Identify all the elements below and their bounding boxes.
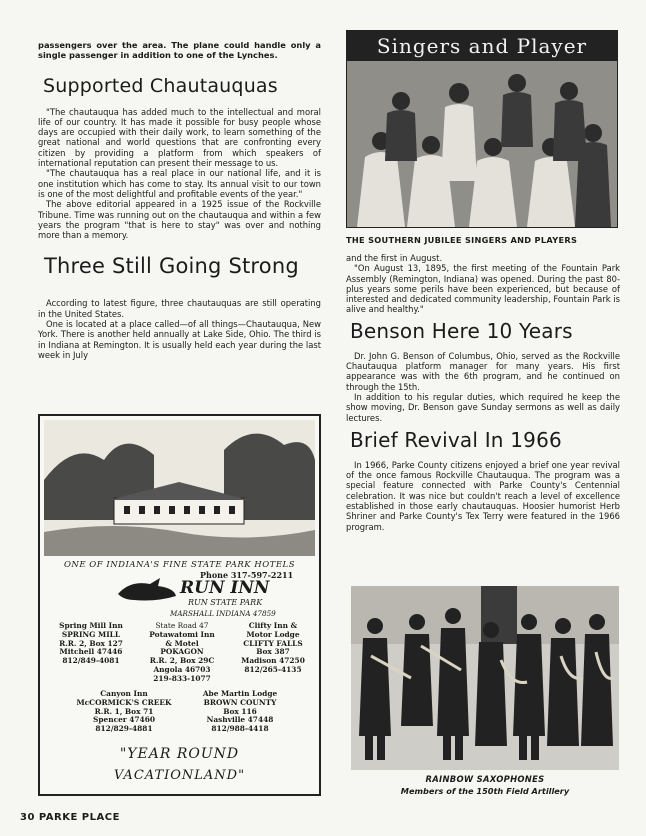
ad-address: MARSHALL INDIANA 47859 [170,609,276,618]
paragraph-fountain-park: "On August 13, 1895, the first meeting of the Fountain Park Assembly (Remington, Indiana) was opened. During the past 80-plus years some perils have been experienced, but because of interested and dedicated community leadership, Fountain Park is alive and healthy." [346,263,620,315]
inn-line: Clifty Inn & [248,621,298,630]
photo-caption-saxophones: RAINBOW SAXOPHONES [425,774,545,784]
inn-line: Spring Mill Inn [59,621,123,630]
heading-supported-chautauquas: Supported Chautauquas [43,74,278,97]
jubilee-singers-photo [346,30,618,228]
inn-line: State Road 47 [155,621,209,630]
ad-slogan-line-1: "YEAR ROUND [119,746,240,762]
editorial-quote-2: "The chautauqua has a real place in our national life, and it is one institution which has come to stay. Its annual visit to our town is one of the most delightful and profitable events of the year." [38,168,321,199]
inn-line: POKAGON [160,647,204,657]
page-footer: 30 PARKE PLACE [20,812,120,823]
paragraph-benson-duties: In addition to his regular duties, which required he keep the show moving, Dr. Benson gave Sunday sermons as well as daily lectures. [346,391,620,423]
photo-caption-artillery: Members of the 150th Field Artillery [400,786,570,796]
inn-line: SPRING MILL [61,629,121,639]
abe-martin-lodge-listing [190,690,290,734]
inn-line: Mitchell 47446 [59,647,123,657]
lodge-sketch-image [44,420,315,556]
clifty-inn-listing [230,622,316,675]
paragraph-locations: One is located at a place called—of all things—Chautauqua, New York. There is another held annually at Lake Side, Ohio. The third is in Indiana at Remington. It is usually held each year during the last week in July [38,319,321,360]
inn-line: R.R. 2, Box 29C [149,656,215,666]
intro-paragraph: passengers over the area. The plane could handle only a single passenger in addition to one of the Lynches. [38,40,321,61]
photo-caption-jubilee: THE SOUTHERN JUBILEE SINGERS AND PLAYERS [346,235,578,245]
canyon-inn-listing [74,690,174,734]
ad-slogan-line-2: VACATIONLAND" [113,768,246,783]
inn-line: Madison 47250 [241,656,305,666]
ad-phone: Phone 317-597-2211 [200,570,294,580]
inn-line: Potawatomi Inn [149,629,215,639]
inn-line: R.R. 2, Box 127 [59,638,123,648]
inn-line: CLIFTY FALLS [243,638,303,648]
inn-line: 812/849-4081 [62,656,120,666]
turkey-logo-icon [116,576,178,604]
singers-group-image [347,61,617,227]
lodge-illustration [44,420,315,556]
paragraph-benson-bio: Dr. John G. Benson of Columbus, Ohio, served as the Rockville Chautauqua platform manager for many years. His first appearance was with the 6th program, and he continued on through the 15th. [346,350,620,392]
inn-line: Box 387 [256,647,290,657]
inn-line: Abe Martin Lodge [202,689,278,698]
ad-park-name: RUN STATE PARK [188,598,263,607]
heading-brief-revival: Brief Revival In 1966 [350,427,562,452]
ad-headline: ONE OF INDIANA'S FINE STATE PARK HOTELS [63,560,296,570]
editorial-quote-1: "The chautauqua has added much to the intellectual and moral life of our country. It has made it possible for busy people whose days are occupied with their daily work, to learn something of the great national and world questions that are confronting every citizen by providing a platform from which speakers of international reputation can present their message to us. [38,106,321,169]
photo-banner: Singers and Player [347,31,617,61]
right-column [346,30,620,532]
inn-line: Angola 46703 [153,664,211,674]
editorial-source-paragraph: The above editorial appeared in a 1925 issue of the Rockville Tribune. Time was running out on the chautauqua and within a few years the program "that is here to stay" was over and nothing more than a memory. [38,199,321,241]
inn-line: 219-833-1077 [153,673,211,683]
pokagon-inn-listing [136,622,228,684]
inn-line: Canyon Inn [100,689,148,698]
inn-line: McCORMICK'S CREEK [76,697,172,707]
band-group-image [351,586,619,770]
run-inn-advertisement [38,414,321,796]
ad-inn-name: RUN INN [180,578,270,598]
heading-benson-here: Benson Here 10 Years [350,318,573,343]
heading-three-still-going-strong: Three Still Going Strong [44,254,299,279]
inn-line: R.R. 1, Box 71 [94,706,154,716]
spring-mill-inn-listing [48,622,134,666]
inn-line: BROWN COUNTY [203,697,277,707]
inn-line: Spencer 47460 [93,715,155,725]
inn-line: 812/265-4135 [244,664,302,674]
paragraph-continued: and the first in August. [346,253,443,263]
paragraph-revival-1966: In 1966, Parke County citizens enjoyed a brief one year revival of the once famous Rockville Chautauqua. The program was a special feature connected with Parke County's Centennial celebration. It was nice but couldn't reach a level of excellence established in those early chautauquas. Hoosier humorist Herb Shriner and Parke County's Tex Terry were featured in the 1966 program. [346,459,620,532]
inn-line: 812/829-4881 [95,724,153,734]
rainbow-saxophones-photo [351,586,619,770]
left-column [38,40,321,360]
inn-line: Nashville 47448 [206,715,274,725]
paragraph-latest-figure: According to latest figure, three chautauquas are still operating in the United States. [38,298,321,319]
inn-line: & Motel [165,638,199,648]
inn-line: Box 116 [223,706,257,716]
inn-line: 812/988-4418 [211,724,269,734]
inn-line: Motor Lodge [246,629,300,639]
